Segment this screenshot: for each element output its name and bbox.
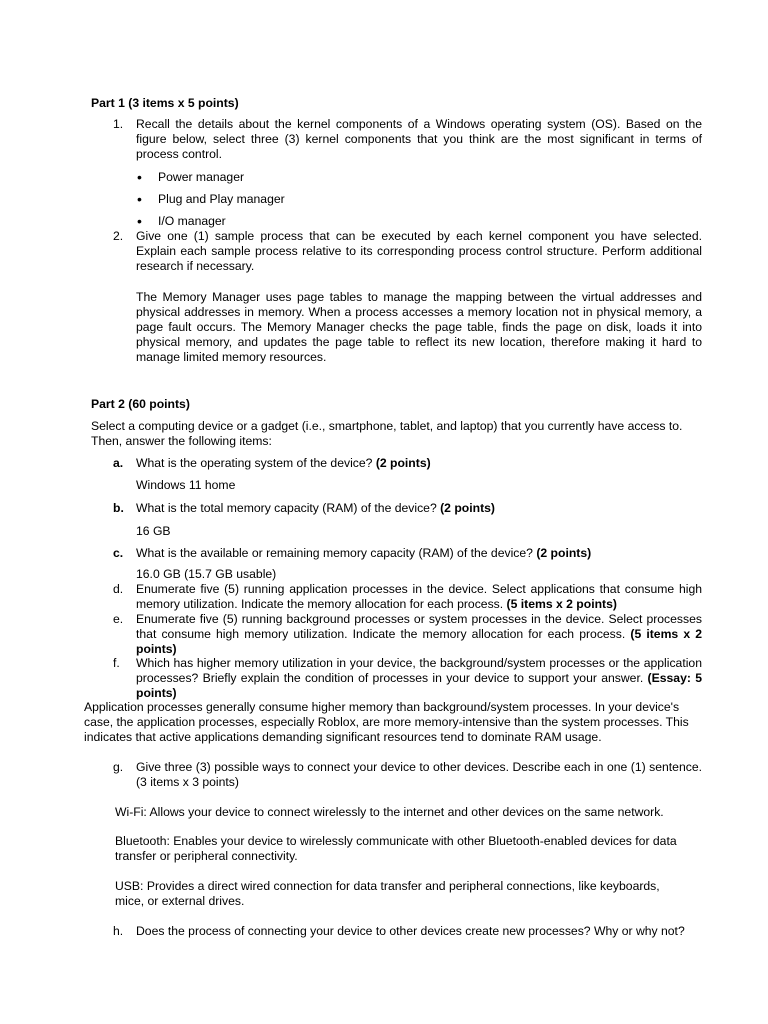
qd-letter: d.	[113, 582, 124, 596]
q1-bullet-2: Plug and Play manager	[158, 192, 285, 206]
qb-answer: 16 GB	[136, 524, 171, 538]
part2-heading: Part 2 (60 points)	[91, 397, 190, 411]
part2-intro: Select a computing device or a gadget (i.e., smartphone, tablet, and laptop) that you currently have access to. Then, answer the following items:	[91, 419, 683, 448]
q2-number: 2.	[113, 229, 124, 243]
qc-letter: c.	[113, 546, 124, 560]
qd-question: Enumerate five (5) running application processes in the device. Select applications that consume high memory utilization. Indicate the memory allocation for each process. (5 items x 2 points)	[136, 582, 702, 611]
part1-heading: Part 1 (3 items x 5 points)	[91, 96, 239, 110]
qb-question: What is the total memory capacity (RAM) of the device? (2 points)	[136, 501, 495, 515]
qa-letter: a.	[113, 456, 124, 470]
qa-question: What is the operating system of the device? (2 points)	[136, 456, 431, 470]
qg-question: Give three (3) possible ways to connect your device to other devices. Describe each in one (1) sentence. (3 items x 3 points)	[136, 760, 702, 789]
qc-question: What is the available or remaining memory capacity (RAM) of the device? (2 points)	[136, 546, 592, 560]
qh-letter: h.	[113, 924, 124, 938]
qf-question: Which has higher memory utilization in your device, the background/system processes or the application processes? Briefly explain the condition of processes in your device to support your answer. (Essay: 5 points)	[136, 656, 702, 700]
qg-answer-bluetooth: Bluetooth: Enables your device to wirelessly communicate with other Bluetooth-enabled devices for data transfer or peripheral connectivity.	[115, 834, 677, 863]
qc-answer: 16.0 GB (15.7 GB usable)	[136, 567, 277, 581]
qe-question: Enumerate five (5) running background processes or system processes in the device. Select processes that consume high memory utilization. Indicate the memory allocation for each process. (5 items x 2 points)	[136, 612, 702, 656]
qg-letter: g.	[113, 760, 124, 774]
qf-letter: f.	[113, 656, 120, 670]
q2-answer: The Memory Manager uses page tables to manage the mapping between the virtual addresses and physical addresses in memory. When a process accesses a memory location not in physical memory, a page fault occurs. The Memory Manager checks the page table, finds the page on disk, loads it into physical memory, and updates the page table to reflect its new location, therefore making it hard to manage limited memory resources.	[136, 290, 702, 364]
q1-bullet-3: I/O manager	[158, 214, 226, 228]
q1-number: 1.	[113, 117, 124, 131]
bullet-icon: •	[137, 213, 142, 229]
q2-text: Give one (1) sample process that can be executed by each kernel component you have selected. Explain each sample process relative to its corresponding process control structure. Perform additional research if necessary.	[136, 229, 702, 273]
q1-bullet-1: Power manager	[158, 170, 245, 184]
qh-question: Does the process of connecting your device to other devices create new processes? Why or why not?	[136, 924, 685, 938]
q1-text: Recall the details about the kernel components of a Windows operating system (OS). Based on the figure below, select three (3) kernel components that you think are the most significant in terms of process control.	[136, 117, 702, 161]
qa-answer: Windows 11 home	[136, 478, 236, 492]
qe-letter: e.	[113, 612, 124, 626]
qg-answer-wifi: Wi-Fi: Allows your device to connect wirelessly to the internet and other devices on the same network.	[115, 805, 664, 819]
qg-answer-usb: USB: Provides a direct wired connection for data transfer and peripheral connections, like keyboards, mice, or external drives.	[115, 879, 660, 908]
bullet-icon: •	[137, 169, 142, 185]
qf-answer: Application processes generally consume higher memory than background/system processes. In your device's case, the application processes, especially Roblox, are more memory-intensive than the system processes. This indicates that active applications demanding significant resources tend to dominate RAM usage.	[84, 700, 689, 744]
bullet-icon: •	[137, 191, 142, 207]
qb-letter: b.	[113, 501, 124, 515]
